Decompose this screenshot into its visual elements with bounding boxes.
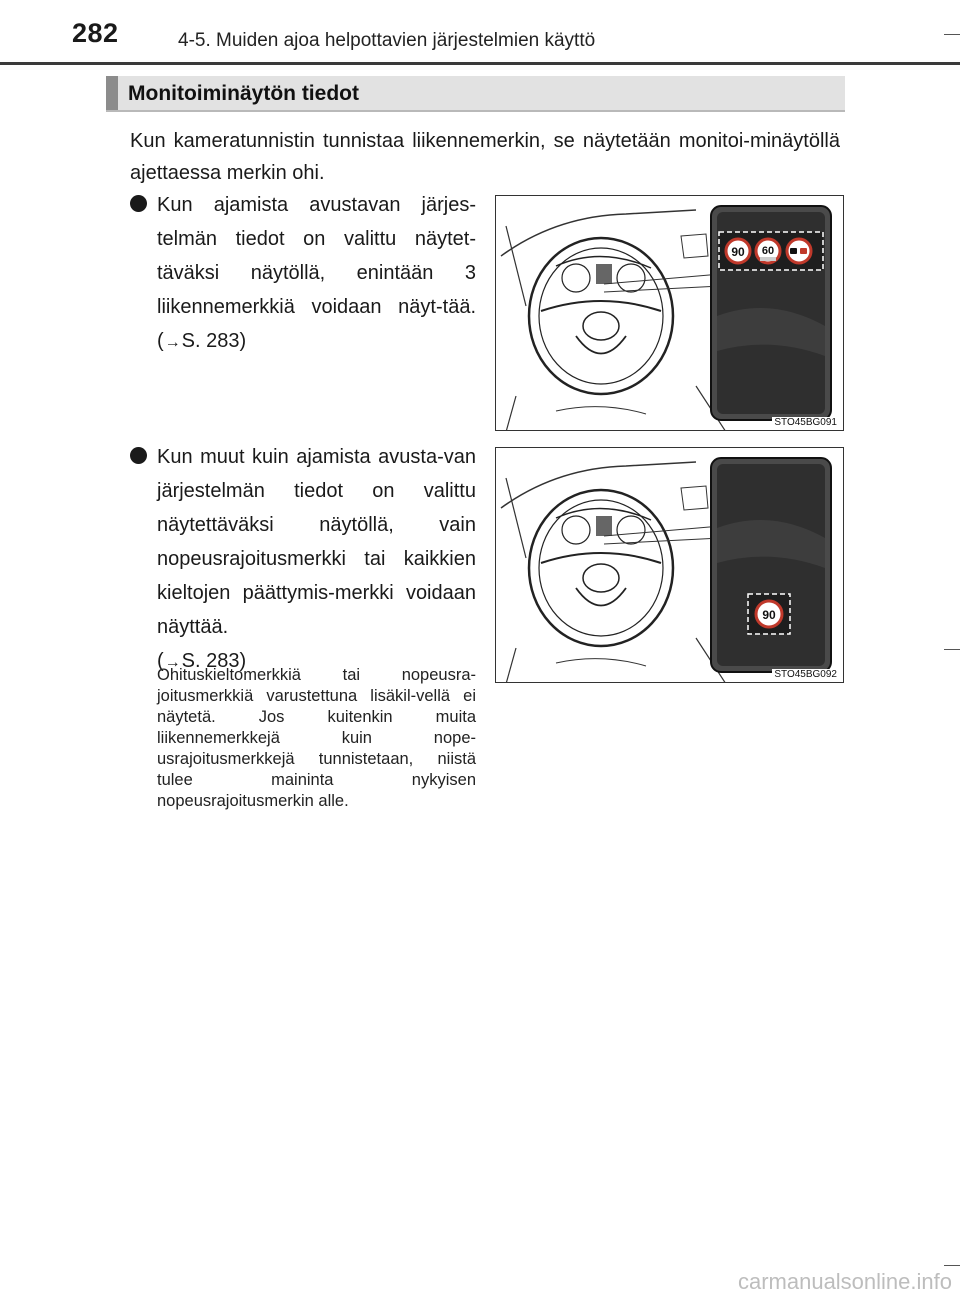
section-header <box>106 76 845 112</box>
bullet-text: Kun muut kuin ajamista avusta-van järjestelmän tiedot on valittu näytettäväksi näytöllä, vain nopeusrajoitusmerkki tai kaikkien kieltojen päättymis-merkki voidaan näyttää. (→S. 283) <box>157 446 476 672</box>
arrow-right-icon: → <box>164 654 181 671</box>
steering-wheel-illustration <box>496 448 844 683</box>
bullet-dot-icon <box>130 447 147 464</box>
figure-caption: STO45BG092 <box>774 669 837 680</box>
bullet-text: Kun ajamista avustavan järjes-telmän tiedot on valittu näytet-täväksi näytöllä, enintään 3 liikennemerkkiä voidaan näyt-tää. (→S. 283) <box>157 194 476 352</box>
figure-steering-display-1-sign <box>495 447 844 683</box>
bullet-item <box>130 188 476 360</box>
figure-caption: STO45BG091 <box>774 417 837 428</box>
section-header-bar <box>106 76 118 110</box>
page-reference-link[interactable]: (→S. 283) <box>157 650 247 672</box>
bullet-dot-icon <box>130 195 147 212</box>
chapter-title: 4-5. Muiden ajoa helpottavien järjestelmien käyttö <box>178 30 596 51</box>
arrow-right-icon: → <box>164 334 181 351</box>
svg-text:60: 60 <box>761 245 775 257</box>
crop-mark <box>944 1265 960 1266</box>
bullet-item <box>130 440 476 680</box>
header-rule <box>0 62 960 65</box>
intro-paragraph: Kun kameratunnistin tunnistaa liikennemerkin, se näytetään monitoi-minäytöllä ajettaessa merkin ohi. <box>130 130 840 184</box>
svg-text:90: 90 <box>731 245 745 259</box>
crop-mark <box>944 649 960 650</box>
note-paragraph: Ohituskieltomerkkiä tai nopeusra-joitusmerkkiä varustettuna lisäkil-vellä ei näytetä. Jos kuitenkin muita liikennemerkkejä kuin nope-usrajoitusmerkkejä tunnistetaan, niistä tulee maininta nykyisen nopeusrajoitusmerkin alle. <box>157 666 476 810</box>
page-reference-link[interactable]: →S. 283) <box>164 330 247 352</box>
page-number: 282 <box>72 18 119 48</box>
figure-steering-display-3-signs <box>495 195 844 431</box>
crop-mark <box>944 34 960 35</box>
steering-wheel-illustration <box>496 196 844 431</box>
footer-watermark: carmanualsonline.info <box>737 1269 952 1294</box>
svg-text:90: 90 <box>762 608 776 622</box>
section-title: Monitoiminäytön tiedot <box>128 82 359 105</box>
